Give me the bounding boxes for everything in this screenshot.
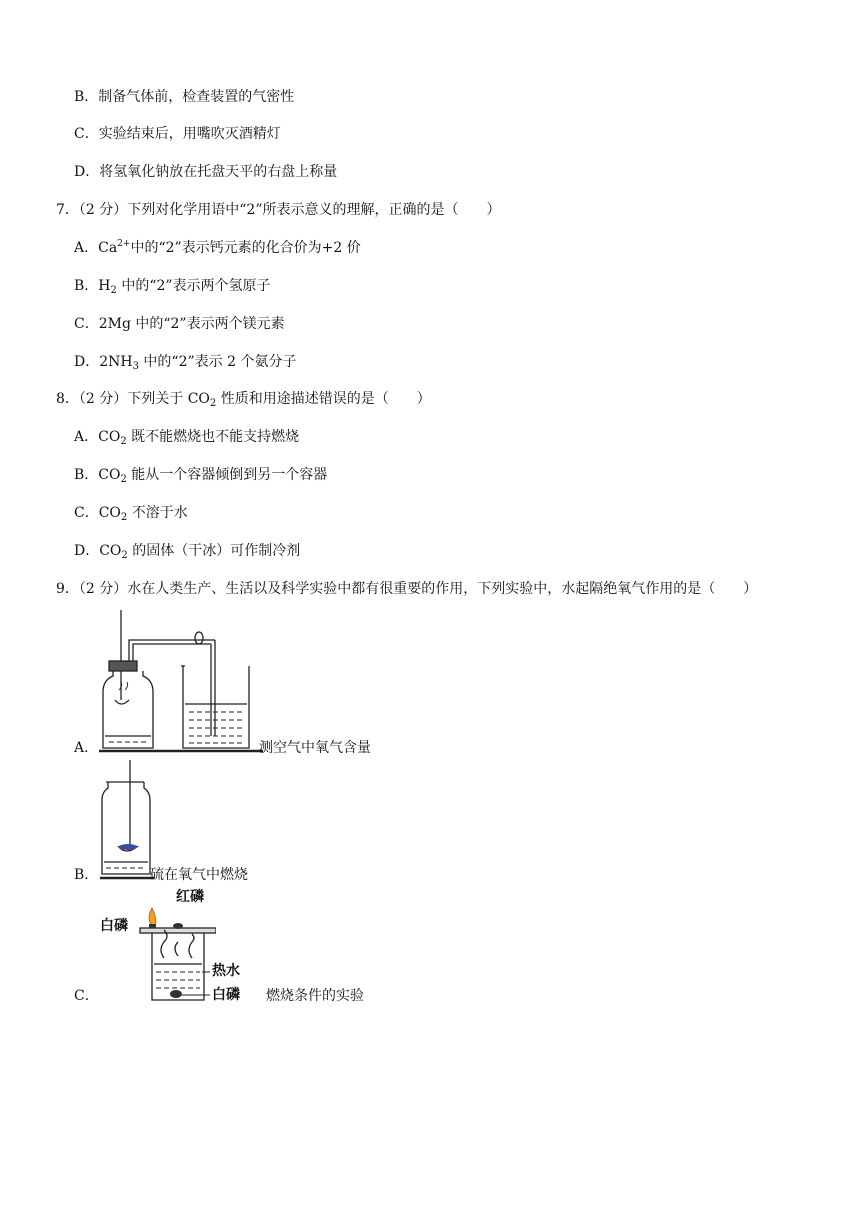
- q9-option-b-caption: 硫在氧气中燃烧: [150, 867, 248, 883]
- q7-option-d: D．$2NH_3$ 中的“2”表示 2 个氨分子: [74, 354, 297, 372]
- q9-option-c-label-red-phosphorus: 红磷: [176, 889, 204, 905]
- q8-option-b: B．$CO_2$ 能从一个容器倾倒到另一个容器: [74, 467, 328, 485]
- q8-option-c: C．$CO_2$ 不溶于水: [74, 505, 188, 523]
- q8-option-a: A．$CO_2$ 既不能燃烧也不能支持燃烧: [74, 429, 300, 447]
- q9-stem: 9．（2 分）水在人类生产、生活以及科学实验中都有很重要的作用，下列实验中，水起隔绝氧气作用的是（ ）: [56, 581, 758, 597]
- q6-option-d: D．将氢氧化钠放在托盘天平的右盘上称量: [74, 164, 338, 180]
- q9-option-a-caption: 测空气中氧气含量: [259, 740, 371, 756]
- q8-stem: 8．（2 分）下列关于 $CO_2$ 性质和用途描述错误的是（ ）: [56, 391, 431, 409]
- q9-option-c-letter: C．: [74, 988, 99, 1004]
- q9-option-c-caption: 燃烧条件的实验: [266, 988, 364, 1004]
- q7-option-c: C．2Mg 中的“2”表示两个镁元素: [74, 316, 285, 332]
- q9-option-a-letter: A．: [74, 740, 99, 756]
- q6-option-b: B．制备气体前，检查装置的气密性: [74, 89, 295, 105]
- q9-option-b-letter: B．: [74, 867, 99, 883]
- q7-option-a: A．$Ca^{2+}$中的“2”表示钙元素的化合价为+2 价: [74, 239, 361, 256]
- q8-option-d: D．$CO_2$ 的固体（干冰）可作制冷剂: [74, 543, 301, 561]
- q9-option-c-label-white-phosphorus-bottom: 白磷: [212, 987, 240, 1003]
- q7-stem: 7．（2 分）下列对化学用语中“2”所表示意义的理解，正确的是（ ）: [56, 202, 501, 218]
- q9-option-c-label-hot-water: 热水: [212, 963, 240, 979]
- q9-option-c-label-white-phosphorus-top: 白磷: [100, 918, 128, 934]
- q9-option-c-apparatus: [136, 898, 216, 1006]
- q6-option-c: C．实验结束后，用嘴吹灭酒精灯: [74, 126, 281, 142]
- q9-option-a-apparatus: [95, 606, 265, 756]
- q9-option-b-apparatus: [98, 758, 156, 882]
- q7-option-b: B．$H_2$ 中的“2”表示两个氢原子: [74, 278, 271, 296]
